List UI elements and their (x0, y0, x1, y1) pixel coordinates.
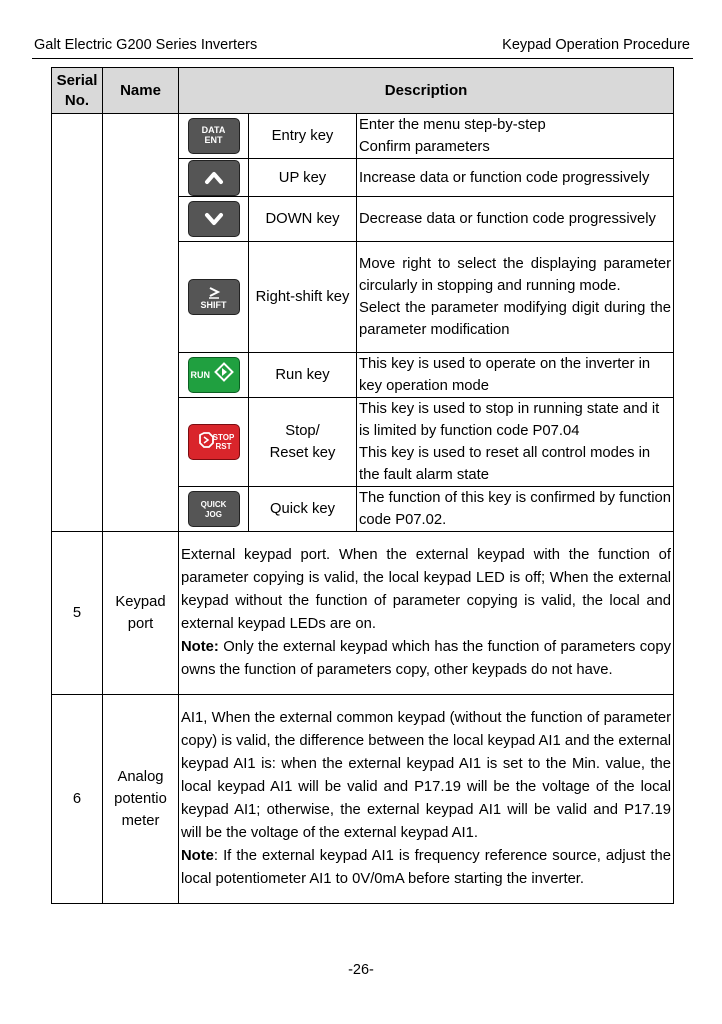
serial-cell (52, 114, 103, 532)
header-right: Keypad Operation Procedure (502, 37, 690, 53)
shift-key-icon: SHIFT (188, 279, 240, 315)
key-cell (179, 353, 249, 398)
key-cell (179, 398, 249, 487)
serial-cell: 6 (52, 695, 103, 904)
key-desc: Increase data or function code progressively (357, 159, 674, 197)
key-desc: The function of this key is confirmed by function code P07.02. (357, 487, 674, 532)
name-cell: Analog potentio meter (103, 695, 179, 904)
desc-cell: AI1, When the external common keypad (without the function of parameter copy) is valid, the difference between the local keypad AI1 and the external keypad AI1 is: when the external keypad AI1 is set to the Min. value, the local keypad AI1 will be valid and P17.19 will be the voltage of the local keypad AI1; otherwise, the external keypad AI1 will be valid and P17.19 will be the voltage of the external keypad AI1. Note: If the external keypad AI1 is frequency reference source, adjust the local potentiometer AI1 to 0V/0mA before starting the inverter. (179, 695, 674, 904)
header-rule (32, 58, 693, 59)
key-desc: Enter the menu step-by-step Confirm parameters (357, 114, 674, 159)
key-name: Entry key (249, 114, 357, 159)
key-name: Quick key (249, 487, 357, 532)
name-cell: Keypad port (103, 532, 179, 695)
keypad-table (51, 67, 674, 904)
table-row (52, 532, 674, 695)
run-key-icon: RUN (188, 357, 240, 393)
table-header-row (52, 68, 674, 114)
key-desc: This key is used to stop in running state and it is limited by function code P07.04 This key is used to reset all control modes in the fault alarm state (357, 398, 674, 487)
name-cell (103, 114, 179, 532)
table-row (52, 114, 674, 159)
key-cell (179, 242, 249, 353)
key-name: UP key (249, 159, 357, 197)
key-name: Right-shift key (249, 242, 357, 353)
page-number: -26- (348, 962, 374, 978)
key-name: Stop/ Reset key (249, 398, 357, 487)
key-cell (179, 197, 249, 242)
key-cell (179, 114, 249, 159)
key-name: DOWN key (249, 197, 357, 242)
key-desc: Move right to select the displaying parameter circularly in stopping and running mode. Select the parameter modifying digit during the parameter modification (357, 242, 674, 353)
col-serial-header: Serial No. (52, 68, 103, 114)
down-key-icon (188, 201, 240, 237)
table-row (52, 695, 674, 904)
quick-jog-key-icon: QUICK JOG (188, 491, 240, 527)
serial-cell: 5 (52, 532, 103, 695)
page-header (34, 37, 690, 57)
header-left: Galt Electric G200 Series Inverters (34, 37, 258, 53)
key-cell (179, 159, 249, 197)
stop-reset-key-icon: STOP RST (188, 424, 240, 460)
up-key-icon (188, 160, 240, 196)
data-ent-key-icon: DATA ENT (188, 118, 240, 154)
key-desc: This key is used to operate on the inverter in key operation mode (357, 353, 674, 398)
desc-cell: External keypad port. When the external keypad with the function of parameter copying is valid, the local keypad LED is off; When the external keypad without the function of parameter copying is valid, the local and external keypad LEDs are on. Note: Only the external keypad which has the function of parameters copy owns the function of parameters copy, other keypads do not have. (179, 532, 674, 695)
key-cell (179, 487, 249, 532)
col-desc-header: Description (179, 68, 674, 114)
key-desc: Decrease data or function code progressively (357, 197, 674, 242)
col-name-header: Name (103, 68, 179, 114)
key-name: Run key (249, 353, 357, 398)
